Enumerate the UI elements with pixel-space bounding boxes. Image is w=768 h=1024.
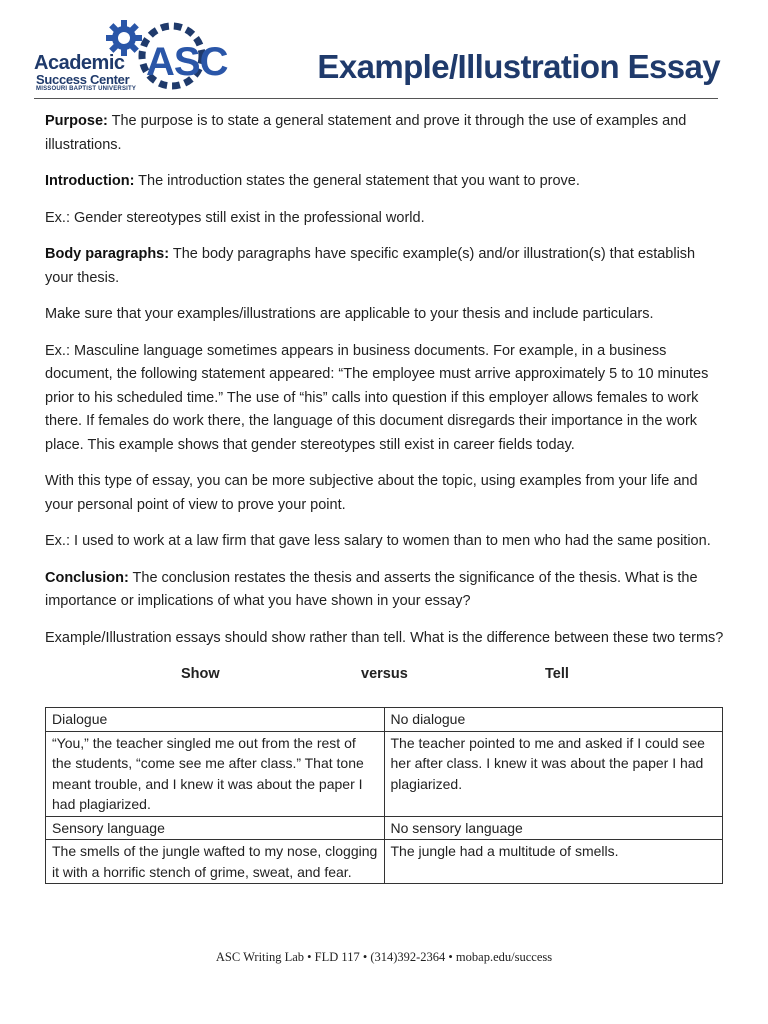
table-cell: The jungle had a multitude of smells.: [384, 840, 723, 884]
asc-logo: [34, 18, 228, 98]
page-header: [0, 0, 768, 100]
purpose-text: The purpose is to state a general statement and prove it through the use of examples and illustrations.: [45, 113, 687, 153]
example-2: Ex.: Masculine language sometimes appears in business documents. For example, in a business document, the following statement appeared: “The employee must arrive approximately 5 to 10 minutes prior to his scheduled time.” The use of “his” calls into question if this employer allows females to work there. If females do work there, the language of this document disregards their importance in the work place. This example shows that gender stereotypes still exist in career fields today.: [45, 342, 709, 453]
table-cell: Dialogue: [46, 708, 385, 732]
table-cell: No sensory language: [384, 816, 723, 840]
logo-line1: Academic: [34, 52, 125, 74]
table-row: [46, 840, 723, 884]
show-tell-table: [45, 707, 723, 884]
purpose-label: Purpose:: [45, 113, 108, 129]
table-cell: The teacher pointed to me and asked if I could see her after class. I knew it was about the paper I had plagiarized.: [384, 731, 723, 816]
table-row: [46, 816, 723, 840]
logo-mark: ASC: [146, 40, 228, 84]
purpose-paragraph: [45, 110, 725, 157]
conclusion-text: The conclusion restates the thesis and asserts the significance of the thesis. What is the importance or implications of what you have shown in your essay?: [45, 569, 698, 609]
table-cell: No dialogue: [384, 708, 723, 732]
body-paragraphs-paragraph: [45, 243, 725, 290]
example-3: Ex.: I used to work at a law firm that gave less salary to women than to men who had the same position.: [45, 533, 711, 549]
table-cell: “You,” the teacher singled me out from the rest of the students, “come see me after class.” That tone meant trouble, and I knew it was about the paper I had plagiarized.: [46, 731, 385, 816]
body-paragraphs-text: The body paragraphs have specific example(s) and/or illustration(s) that establish your thesis.: [45, 246, 696, 286]
show-heading: Show: [181, 666, 220, 682]
table-cell: Sensory language: [46, 816, 385, 840]
make-sure-paragraph: Make sure that your examples/illustrations are applicable to your thesis and include particulars.: [45, 306, 654, 322]
logo-line2: Success Center: [36, 72, 130, 87]
page-title: Example/Illustration Essay: [317, 48, 720, 85]
body-paragraphs-label: Body paragraphs:: [45, 246, 170, 262]
introduction-paragraph: [45, 170, 725, 194]
show-tell-paragraph: Example/Illustration essays should show rather than tell. What is the difference between these two terms?: [45, 629, 724, 646]
example-1: Ex.: Gender stereotypes still exist in the professional world.: [45, 209, 425, 226]
subjective-paragraph: With this type of essay, you can be more subjective about the topic, using examples from your life and your personal point of view to prove your point.: [45, 473, 698, 513]
logo-line3: MISSOURI BAPTIST UNIVERSITY: [36, 86, 137, 92]
document-body: [45, 110, 725, 689]
versus-heading: versus: [361, 666, 408, 682]
introduction-label: Introduction:: [45, 173, 135, 189]
table-cell: The smells of the jungle wafted to my nose, clogging it with a horrific stench of grime, sweat, and fear.: [46, 840, 385, 884]
table-row: [46, 708, 723, 732]
tell-heading: Tell: [545, 666, 569, 682]
header-divider: [34, 98, 718, 99]
table-row: [46, 731, 723, 816]
page-footer: ASC Writing Lab • FLD 117 • (314)392-2364 • mobap.edu/success: [215, 950, 553, 964]
conclusion-paragraph: [45, 567, 725, 614]
introduction-text: The introduction states the general statement that you want to prove.: [134, 173, 580, 189]
show-versus-tell-heading: [45, 663, 725, 689]
conclusion-label: Conclusion:: [45, 569, 129, 586]
